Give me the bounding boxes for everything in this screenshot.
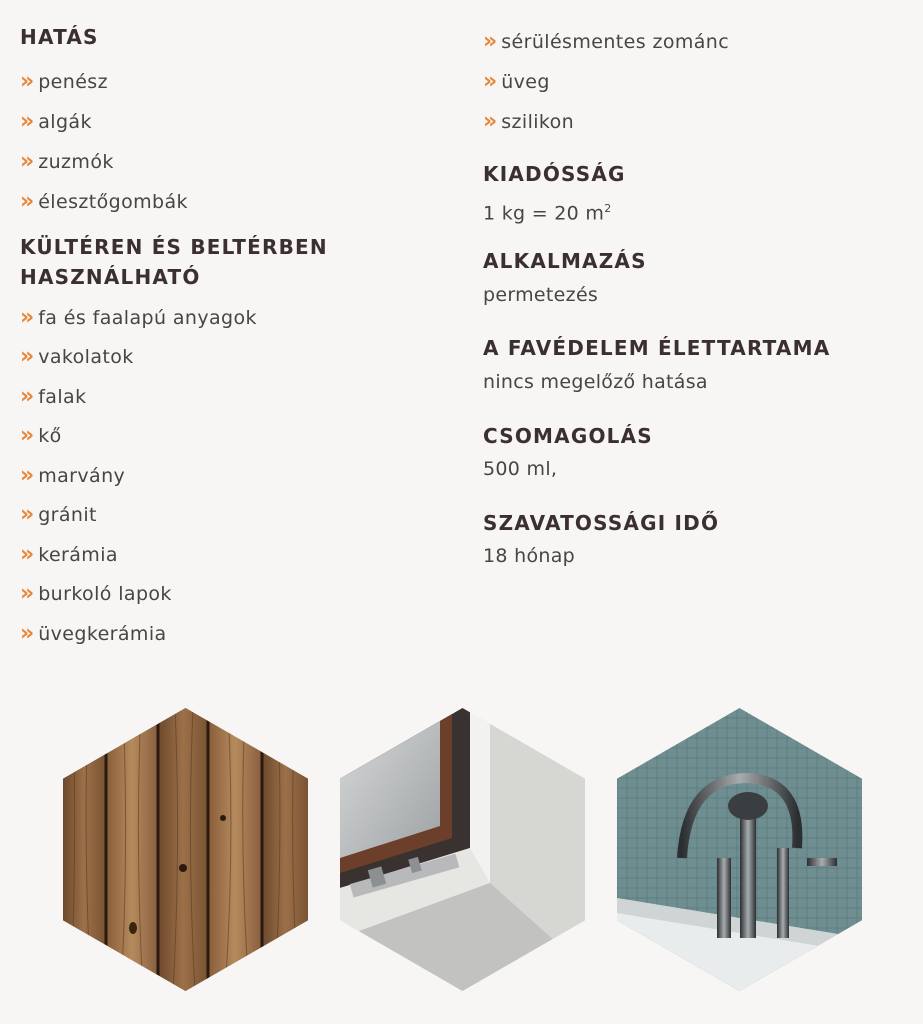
- chevron-bullet-icon: »: [20, 581, 32, 607]
- chevron-bullet-icon: »: [20, 502, 32, 528]
- list-item: » algák: [20, 109, 92, 134]
- list-item: » kő: [20, 423, 62, 449]
- heading-kulteren-line1: KÜLTÉREN ÉS BELTÉRBEN: [20, 235, 328, 259]
- chevron-bullet-icon: »: [483, 109, 495, 134]
- list-item: » fa és faalapú anyagok: [20, 304, 257, 330]
- value-szavatossag: 18 hónap: [483, 545, 576, 567]
- list-item: » üveg: [483, 69, 550, 94]
- value-elettartam: nincs megelőző hatása: [483, 371, 708, 393]
- heading-kiadossag: KIADÓSSÁG: [483, 162, 626, 186]
- list-surfaces: [483, 22, 729, 142]
- value-kiadossag: 1 kg = 20 $m^2$: [483, 202, 612, 225]
- chevron-bullet-icon: »: [20, 344, 32, 370]
- list-item: » falak: [20, 383, 87, 409]
- heading-hatas: HATÁS: [20, 25, 99, 49]
- list-item: » gránit: [20, 502, 97, 528]
- list-item: » sérülésmentes zománc: [483, 29, 730, 54]
- window-frame-graphic: [340, 708, 585, 991]
- chevron-bullet-icon: »: [20, 620, 32, 646]
- list-item: » zuzmók: [20, 149, 114, 174]
- list-item: » kerámia: [20, 541, 118, 567]
- wood-planks-image: [63, 708, 308, 991]
- chevron-bullet-icon: »: [20, 189, 32, 214]
- heading-szavatossag: SZAVATOSSÁGI IDŐ: [483, 511, 720, 535]
- chevron-bullet-icon: »: [20, 423, 32, 449]
- list-hatas: [20, 62, 188, 222]
- chevron-bullet-icon: »: [20, 541, 32, 567]
- chevron-bullet-icon: »: [20, 69, 32, 94]
- list-item: » üvegkerámia: [20, 620, 167, 646]
- heading-kulteren-line2: HASZNÁLHATÓ: [20, 265, 201, 289]
- chevron-bullet-icon: »: [20, 149, 32, 174]
- chevron-bullet-icon: »: [483, 69, 495, 94]
- chevron-bullet-icon: »: [20, 304, 32, 330]
- value-alkalmazas: permetezés: [483, 284, 599, 306]
- list-item: » burkoló lapok: [20, 581, 172, 607]
- list-item: » marvány: [20, 462, 126, 488]
- list-item: » penész: [20, 69, 108, 94]
- wood-planks-graphic: [63, 708, 308, 991]
- chevron-bullet-icon: »: [483, 29, 495, 54]
- value-csomagolas: 500 ml,: [483, 458, 558, 480]
- heading-alkalmazas: ALKALMAZÁS: [483, 249, 647, 273]
- chevron-bullet-icon: »: [20, 462, 32, 488]
- heading-csomagolas: CSOMAGOLÁS: [483, 424, 653, 448]
- list-item: » szilikon: [483, 109, 575, 134]
- bathroom-faucet-graphic: [617, 708, 862, 991]
- bathroom-faucet-image: [617, 708, 862, 991]
- list-item: » vakolatok: [20, 344, 134, 370]
- window-frame-image: [340, 708, 585, 991]
- chevron-bullet-icon: »: [20, 109, 32, 134]
- heading-elettartam: A FAVÉDELEM ÉLETTARTAMA: [483, 336, 831, 360]
- chevron-bullet-icon: »: [20, 383, 32, 409]
- list-item: » élesztőgombák: [20, 189, 188, 214]
- list-kulteren: [20, 298, 257, 654]
